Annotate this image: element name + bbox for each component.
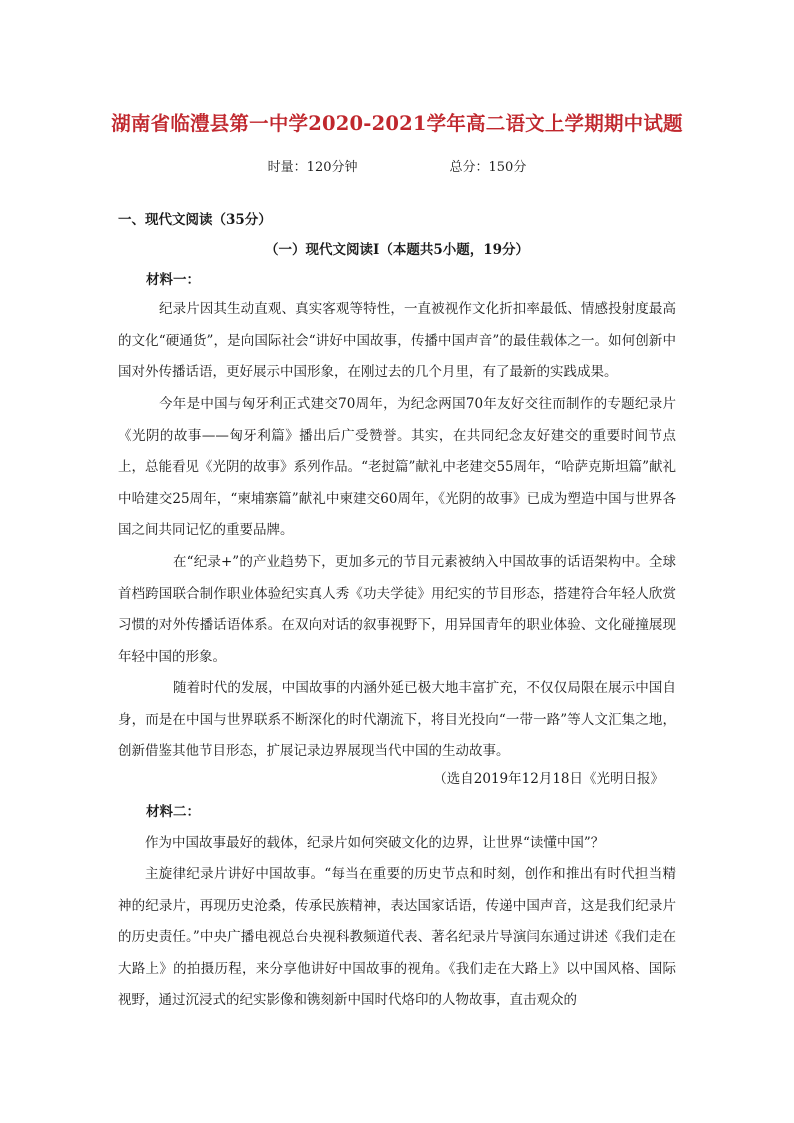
subsection-heading: （一）现代文阅读Ⅰ（本题共5小题，19分） <box>265 242 529 258</box>
material1-paragraph-2: 今年是中国与匈牙利正式建交70周年，为纪念两国70年友好交往而制作的专题纪录片《光阴的故事——匈牙利篇》播出后广受赞誉。其实，在共同纪念友好建交的重要时间节点上，总能看见《光阴的故事》系列作品。“老挝篇”献礼中老建交55周年，“哈萨克斯坦篇”献礼中哈建交25周年，“柬埔寨篇”献礼中柬建交60周年，《光阴的故事》已成为塑造中国与世界各国之间共同记忆的重要品牌。 <box>118 396 676 538</box>
material1-label: 材料一： <box>146 272 200 288</box>
material2-paragraph-1: 作为中国故事最好的载体，纪录片如何突破文化的边界，让世界“读懂中国”？ <box>145 835 605 851</box>
section-heading: 一、现代文阅读（35分） <box>118 212 272 228</box>
time-limit: 时量：120分钟 <box>267 160 358 175</box>
exam-meta <box>0 156 794 175</box>
material1-paragraph-4: 随着时代的发展，中国故事的内涵外延已极大地丰富扩充，不仅仅局限在展示中国自身，而是在中国与世界联系不断深化的时代潮流下，将目光投向“一带一路”等人文汇集之地，创新借鉴其他节目形态，扩展记录边界展现当代中国的生动故事。 <box>118 680 676 759</box>
material1-paragraph-3: 在“纪录+”的产业趋势下，更加多元的节目元素被纳入中国故事的话语架构中。全球首档跨国联合制作职业体验纪实真人秀《功夫学徒》用纪实的节目形态，搭建符合年轻人欣赏习惯的对外传播话语体系。在双向对话的叙事视野下，用异国青年的职业体验、文化碰撞展现年轻中国的形象。 <box>118 554 676 665</box>
material2-paragraph-2: 主旋律纪录片讲好中国故事。“每当在重要的历史节点和时刻，创作和推出有时代担当精神的纪录片，再现历史沧桑，传承民族精神，表达国家话语，传递中国声音，这是我们纪录片的历史责任。”中央广播电视总台央视科教频道代表、著名纪录片导演闫东通过讲述《我们走在大路上》的拍摄历程，来分享他讲好中国故事的视角。《我们走在大路上》以中国风格、国际视野，通过沉浸式的纪实影像和镌刻新中国时代烙印的人物故事，直击观众的 <box>118 866 676 1008</box>
material1-paragraph-1: 纪录片因其生动直观、真实客观等特性，一直被视作文化折扣率最低、情感投射度最高的文化“硬通货”，是向国际社会“讲好中国故事，传播中国声音”的最佳载体之一。如何创新中国对外传播话语，更好展示中国形象，在刚过去的几个月里，有了最新的实践成果。 <box>118 301 676 380</box>
document-title: 湖南省临澧县第一中学2020-2021学年高二语文上学期期中试题 <box>111 112 683 135</box>
total-score: 总分：150分 <box>449 160 527 175</box>
material1-source: （选自2019年12月18日《光明日报》 <box>433 771 664 787</box>
material2-label: 材料二： <box>146 804 200 820</box>
